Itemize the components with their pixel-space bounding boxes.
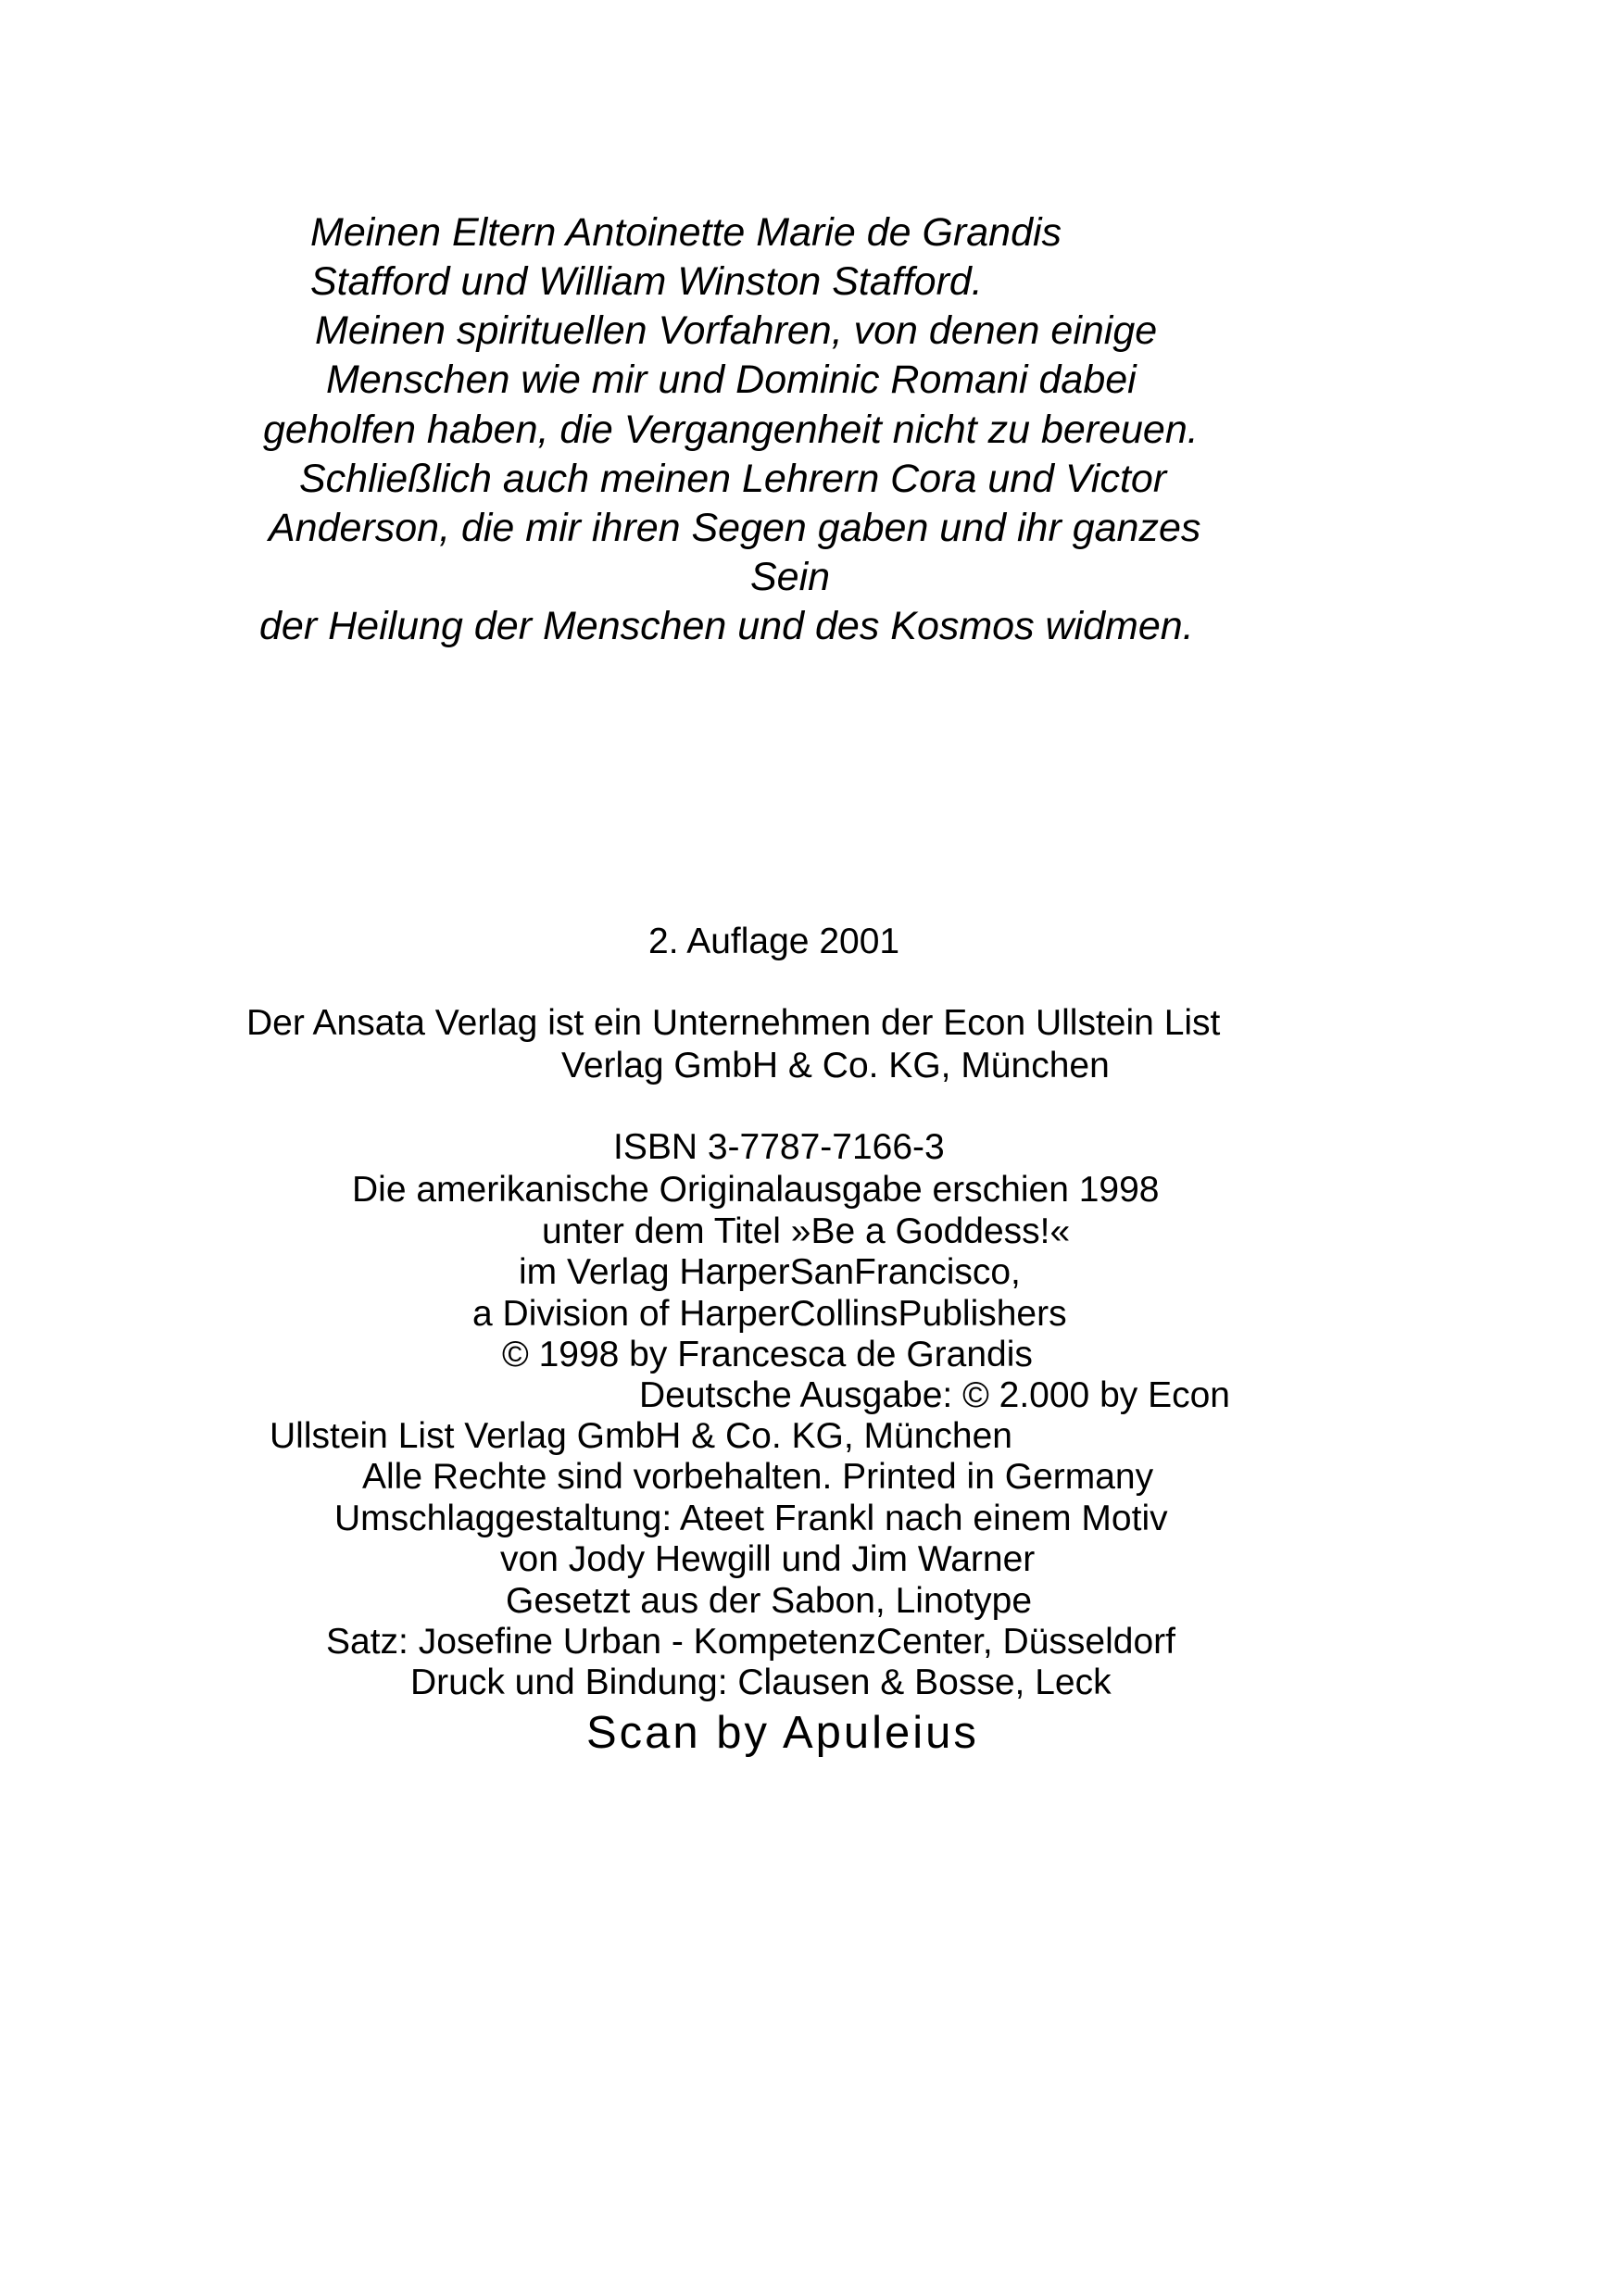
dedication-line: Menschen wie mir und Dominic Romani dabei [326, 358, 1137, 402]
imprint-line: Satz: Josefine Urban - KompetenzCenter, Düsseldorf [326, 1622, 1175, 1662]
imprint-line: unter dem Titel »Be a Goddess!« [542, 1211, 1071, 1251]
dedication-line: Sein [750, 555, 831, 599]
dedication-line: Meinen Eltern Antoinette Marie de Grandis [310, 210, 1062, 255]
imprint-line: Alle Rechte sind vorbehalten. Printed in Germany [362, 1457, 1154, 1497]
edition-line: 2. Auflage 2001 [648, 922, 900, 961]
dedication-line: Stafford und William Winston Stafford. [310, 259, 983, 304]
imprint-line: Druck und Bindung: Clausen & Bosse, Leck [410, 1662, 1112, 1702]
imprint-line: von Jody Hewgill und Jim Warner [500, 1539, 1036, 1579]
dedication-line: Schließlich auch meinen Lehrern Cora und Victor [299, 457, 1167, 501]
imprint-line: Ullstein List Verlag GmbH & Co. KG, München [270, 1416, 1012, 1456]
imprint-line: im Verlag HarperSanFrancisco, [519, 1252, 1021, 1292]
imprint-line: Gesetzt aus der Sabon, Linotype [506, 1581, 1033, 1621]
dedication-line: der Heilung der Menschen und des Kosmos widmen. [259, 604, 1194, 648]
imprint-line: Umschlaggestaltung: Ateet Frankl nach einem Motiv [334, 1499, 1168, 1538]
imprint-line: Deutsche Ausgabe: © 2.000 by Econ [639, 1375, 1230, 1415]
isbn-line: ISBN 3-7787-7166-3 [613, 1127, 945, 1167]
dedication-line: Meinen spirituellen Vorfahren, von denen einige [315, 308, 1158, 353]
dedication-line: geholfen haben, die Vergangenheit nicht zu bereuen. [263, 408, 1199, 452]
publisher-line: Der Ansata Verlag ist ein Unternehmen der Econ Ullstein List [246, 1003, 1221, 1043]
dedication-line: Anderson, die mir ihren Segen gaben und ihr ganzes [269, 506, 1201, 550]
scan-credit: Scan by Apuleius [586, 1708, 979, 1758]
imprint-line: a Division of HarperCollinsPublishers [472, 1294, 1067, 1334]
imprint-line: © 1998 by Francesca de Grandis [502, 1335, 1033, 1374]
imprint-line: Die amerikanische Originalausgabe erschien 1998 [352, 1170, 1160, 1210]
publisher-line: Verlag GmbH & Co. KG, München [561, 1046, 1110, 1085]
